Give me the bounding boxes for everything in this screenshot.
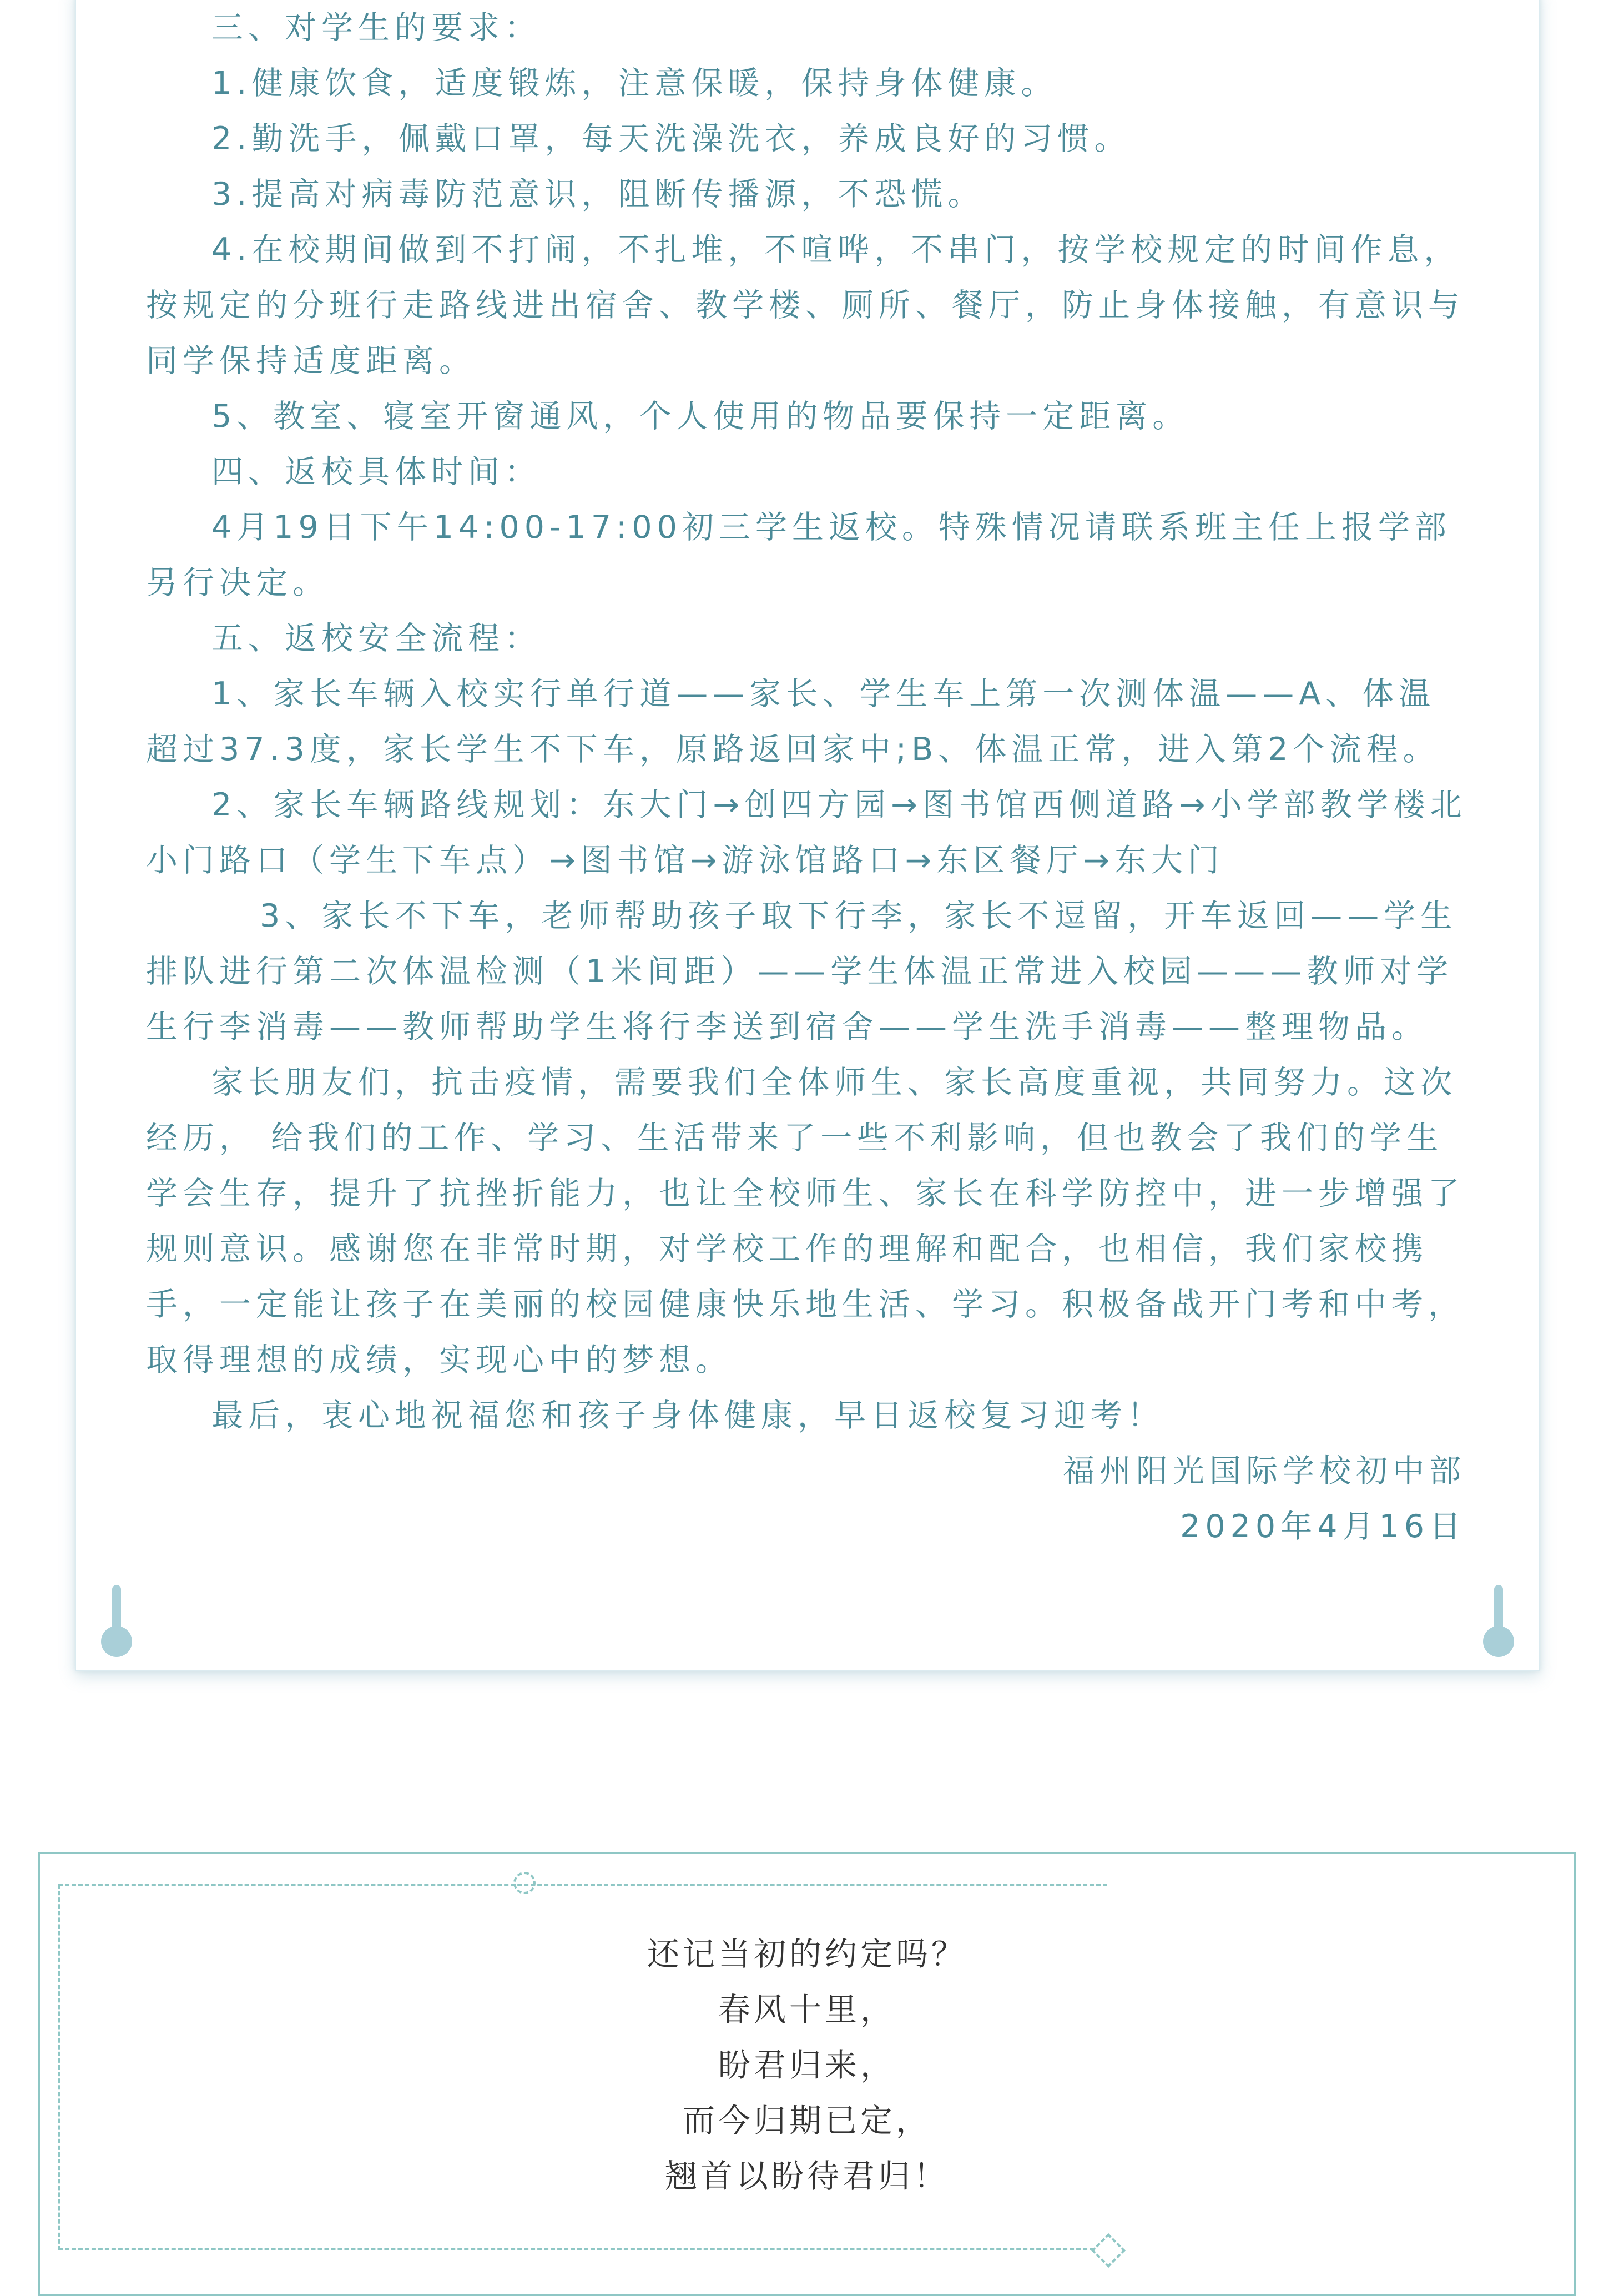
requirement-3: 3.提高对病毒防范意识，阻断传播源，不恐慌。 <box>211 176 985 213</box>
poem-line-1: 还记当初的约定吗？ <box>647 1935 967 1973</box>
flow-step-2: 2、家长车辆路线规划：东大门→创四方园→图书馆西侧道路→小学部教学楼北小门路口（学生下车点）→图书馆→游泳馆路口→东区餐厅→东大门 <box>146 787 1467 879</box>
return-time-text: 4月19日下午14:00-17:00初三学生返校。特殊情况请联系班主任上报学部另行决定。 <box>146 509 1451 601</box>
section-5-title: 五、返校安全流程： <box>211 620 541 657</box>
closing-paragraph: 家长朋友们，抗击疫情，需要我们全体师生、家长高度重视，共同努力。这次经历， 给我们的工作、学习、生活带来了一些不利影响，但也教会了我们的学生学会生存，提升了抗挫折能力，也让全校师生、家长在科学防控中，进一步增强了规则意识。感谢您在非常时期，对学校工作的理解和配合，也相信，我们家校携手，一定能让孩子在美丽的校园健康快乐地生活、学习。积极备战开门考和中考，取得理想的成绩，实现心中的梦想。 <box>146 1064 1465 1378</box>
poem-line-5: 翘首以盼待君归！ <box>664 2157 949 2195</box>
poem-line-2: 春风十里， <box>718 1991 896 2028</box>
letter-date: 2020年4月16日 <box>1180 1508 1466 1545</box>
flow-step-1: 1、家长车辆入校实行单行道——家长、学生车上第一次测体温——A、体温超过37.3度，家长学生不下车，原路返回家中;B、体温正常，进入第2个流程。 <box>146 676 1440 768</box>
section-3-title: 三、对学生的要求： <box>211 9 541 46</box>
poem-line-3: 盼君归来， <box>718 2046 896 2084</box>
pin-icon-right <box>1483 1585 1514 1657</box>
section-4-title: 四、返校具体时间： <box>211 454 541 490</box>
signature: 福州阳光国际学校初中部 <box>1063 1453 1466 1489</box>
requirement-5: 5、教室、寝室开窗通风，个人使用的物品要保持一定距离。 <box>211 398 1189 435</box>
requirement-2: 2.勤洗手，佩戴口罩，每天洗澡洗衣，养成良好的习惯。 <box>211 120 1131 157</box>
wish-line: 最后，衷心地祝福您和孩子身体健康，早日返校复习迎考！ <box>211 1397 1164 1434</box>
pin-icon-left <box>101 1585 132 1657</box>
requirement-1: 1.健康饮食，适度锻炼，注意保暖，保持身体健康。 <box>211 65 1058 102</box>
flow-step-3: 3、家长不下车，老师帮助孩子取下行李，家长不逗留，开车返回——学生排队进行第二次体温检测（1米间距）——学生体温正常进入校园———教师对学生行李消毒——教师帮助学生将行李送到宿舍——学生洗手消毒——整理物品。 <box>146 898 1457 1045</box>
poem-line-4: 而今归期已定， <box>682 2102 931 2139</box>
requirement-4: 4.在校期间做到不打闹，不扎堆，不喧哗，不串门，按学校规定的时间作息，按规定的分班行走路线进出宿舍、教学楼、厕所、餐厅，防止身体接触，有意识与同学保持适度距离。 <box>146 231 1465 379</box>
ring-ornament-icon <box>513 1872 536 1894</box>
